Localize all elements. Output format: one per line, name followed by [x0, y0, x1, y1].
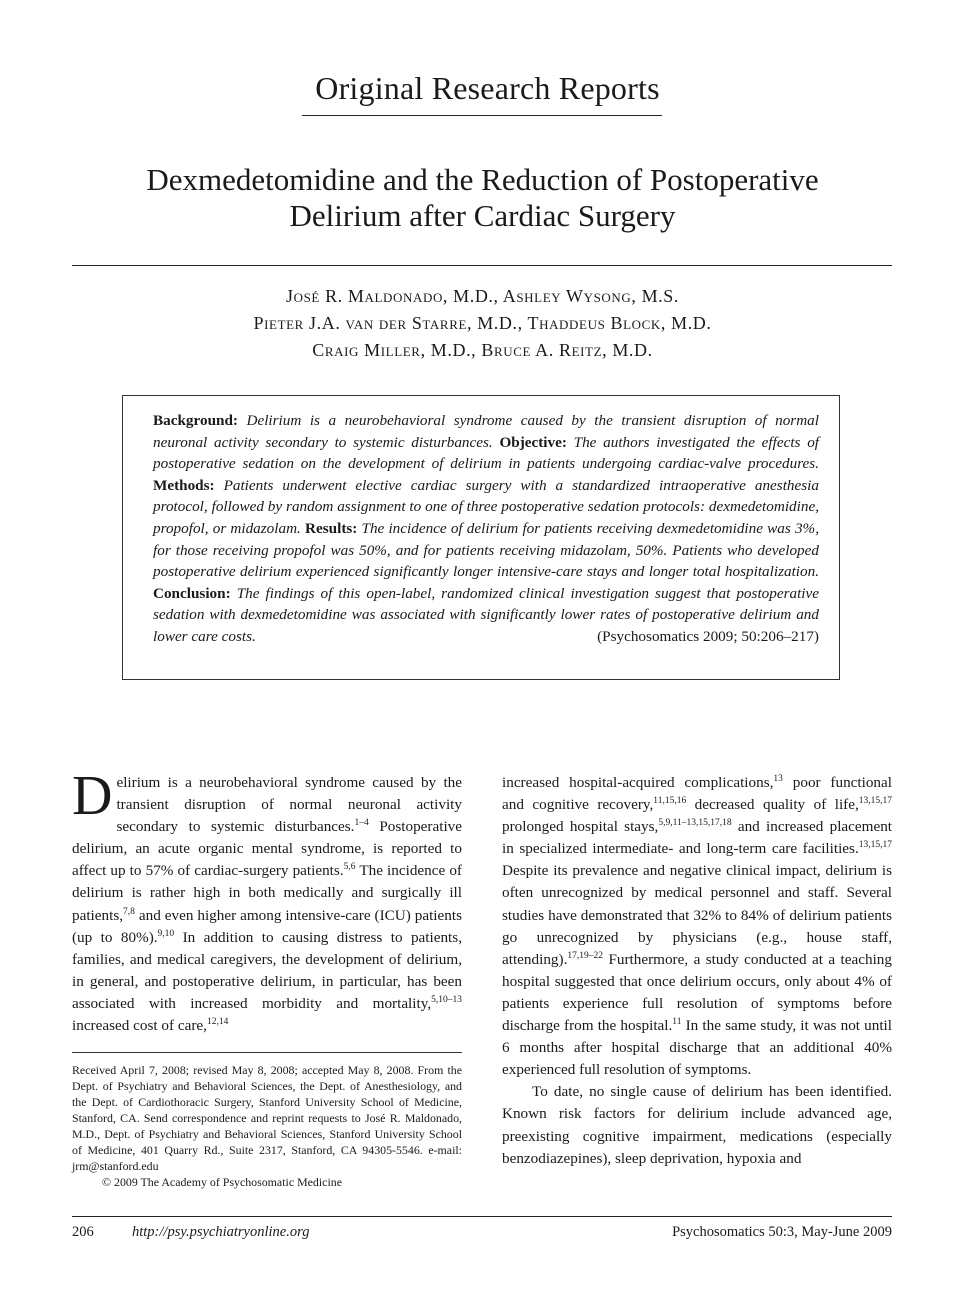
- reference-sup[interactable]: 5,9,11–13,15,17,18: [658, 818, 732, 829]
- author-line: José R. Maldonado, M.D., Ashley Wysong, M.S.: [286, 286, 679, 306]
- objective-text: The authors investigated the effects of postoperative sedation on the development of delirium in patients undergoing cardiac-valve procedures.: [153, 433, 820, 473]
- reference-sup[interactable]: 12,14: [206, 1017, 229, 1028]
- background-text: Delirium is a neurobehavioral syndrome caused by the transient disruption of normal neuronal activity secondary to systemic disturbances.: [153, 412, 819, 451]
- body-text: Furthermore, a study conducted at a teaching hospital suggested that once delirium occurs, only about 4% of patients experience full resolution of symptoms before discharge from the hospital.: [502, 950, 892, 1035]
- conclusion-label: Conclusion:: [153, 584, 231, 602]
- reference-sup[interactable]: 5,6: [343, 862, 356, 873]
- reference-sup[interactable]: 1–4: [354, 818, 369, 829]
- title-line: Dexmedetomidine and the Reduction of Postoperative: [146, 162, 819, 197]
- body-text: In the same study, it was not until 6 months after hospital discharge that an additional 40% experienced full resolution of symptoms.: [502, 1017, 892, 1079]
- journal-url-link[interactable]: http://psy.psychiatryonline.org: [132, 1224, 310, 1240]
- section-rule: [302, 115, 662, 116]
- background-label: Background:: [153, 412, 238, 429]
- title-rule: [72, 265, 892, 266]
- body-text: prolonged hospital stays,: [502, 818, 659, 836]
- body-text: In addition to causing distress to patients, families, and medical caregivers, the development of delirium, in general, and postoperative delirium, in particular, has been associated with increased morbidity and mortality,: [72, 928, 462, 1012]
- body-paragraph: To date, no single cause of delirium has been identified. Known risk factors for delirium include advanced age, preexisting cognitive impairment, medications (especially benzodiazepines), sleep deprivation, hypoxia and: [502, 1083, 892, 1167]
- body-text: Despite its prevalence and negative clinical impact, delirium is often unrecognized by medical personnel and staff. Several studies have demonstrated that 32% to 84% of delirium patients go unrecognized by physicians (e.g., house staff, attending).: [502, 862, 892, 968]
- reference-sup[interactable]: 13: [773, 774, 783, 784]
- results-label: Results:: [305, 519, 358, 537]
- section-heading: Original Research Reports: [315, 70, 660, 106]
- title-line: Delirium after Cardiac Surgery: [289, 198, 676, 233]
- reference-sup[interactable]: 7,8: [123, 906, 135, 917]
- article-title: [60, 162, 905, 234]
- body-text: decreased quality of life,: [686, 796, 859, 814]
- reference-sup[interactable]: 13,15,17: [858, 840, 892, 851]
- reference-sup[interactable]: 17,19–22: [567, 950, 603, 961]
- body-paragraph: [72, 765, 462, 1037]
- methods-label: Methods:: [153, 476, 215, 494]
- body-text: and even higher among intensive-care (ICU) patients (up to 80%).: [72, 906, 462, 946]
- results-text: The incidence of delirium for patients receiving dexmedetomidine was 3%, for those receiving propofol was 50%, and for patients receiving midazolam, 50%. Patients who developed postoperative delirium experienced significantly longer intensive-care stays and longer total hospitalization.: [153, 519, 819, 581]
- body-text: The incidence of delirium is rather high in both medically and surgically ill patients,: [72, 862, 462, 924]
- conclusion-text: The findings of this open-label, randomized clinical investigation suggest that postoperative sedation with dexmedetomidine was associated with significantly lower rates of postoperative delirium and lower care costs.: [153, 584, 820, 645]
- body-text: Postoperative delirium, an acute organic mental syndrome, is reported to affect up to 57% of cardiac-surgery patients.: [72, 818, 462, 880]
- reference-sup[interactable]: 13,15,17: [858, 796, 893, 807]
- reference-sup[interactable]: 9,10: [157, 928, 175, 939]
- copyright-notice: © 2009 The Academy of Psychosomatic Medicine: [102, 1175, 342, 1189]
- footnote: [72, 1062, 462, 1190]
- right-column: [502, 772, 892, 1170]
- body-text: and increased placement in specialized intermediate- and long-term care facilities.: [502, 818, 893, 858]
- body-text: poor functional and cognitive recovery,: [502, 774, 892, 814]
- abstract-box: [122, 395, 840, 680]
- body-paragraph: [502, 772, 892, 1081]
- footnote-text: Received April 7, 2008; revised May 8, 2008; accepted May 8, 2008. From the Dept. of Psychiatry and Behavioral Sciences, the Dept. of Anesthesiology, and the Dept. of Cardiothoracic Surgery, Stanford University School of Medicine, Stanford, CA. Send correspondence and reprint requests to José R. Maldonado, M.D., Dept. of Psychiatry and Behavioral Sciences, Stanford University School of Medicine, 401 Quarry Rd., Suite 2317, Stanford, CA 94305-5546. e-mail: jrm@stanford.edu: [72, 1063, 462, 1173]
- objective-label: Objective:: [499, 433, 567, 451]
- body-text: increased hospital-acquired complications,: [502, 774, 774, 791]
- drop-cap: D: [72, 765, 113, 827]
- left-column: [72, 765, 462, 1037]
- reference-sup[interactable]: 11: [672, 1017, 682, 1028]
- body-text: increased cost of care,: [72, 1017, 207, 1035]
- reference-sup[interactable]: 5,10–13: [431, 994, 462, 1005]
- journal-issue: Psychosomatics 50:3, May-June 2009: [672, 1224, 892, 1240]
- methods-text: Patients underwent elective cardiac surgery with a standardized intraoperative anesthesia protocol, followed by random assignment to one of three postoperative sedation protocols: dexmedetomidine, propofol, or midazolam.: [153, 476, 819, 537]
- page-number: 206: [72, 1224, 94, 1240]
- reference-sup[interactable]: 11,15,16: [653, 796, 687, 807]
- abstract-citation: (Psychosomatics 2009; 50:206–217): [597, 627, 819, 645]
- footer-rule: [72, 1216, 892, 1217]
- footnote-rule: [72, 1052, 462, 1053]
- body-text: elirium is a neurobehavioral syndrome caused by the transient disruption of normal neuronal activity secondary to systemic disturbances.: [116, 774, 462, 836]
- author-list: [0, 283, 965, 364]
- author-line: Craig Miller, M.D., Bruce A. Reitz, M.D.: [312, 340, 653, 360]
- author-line: Pieter J.A. van der Starre, M.D., Thaddeus Block, M.D.: [253, 313, 712, 333]
